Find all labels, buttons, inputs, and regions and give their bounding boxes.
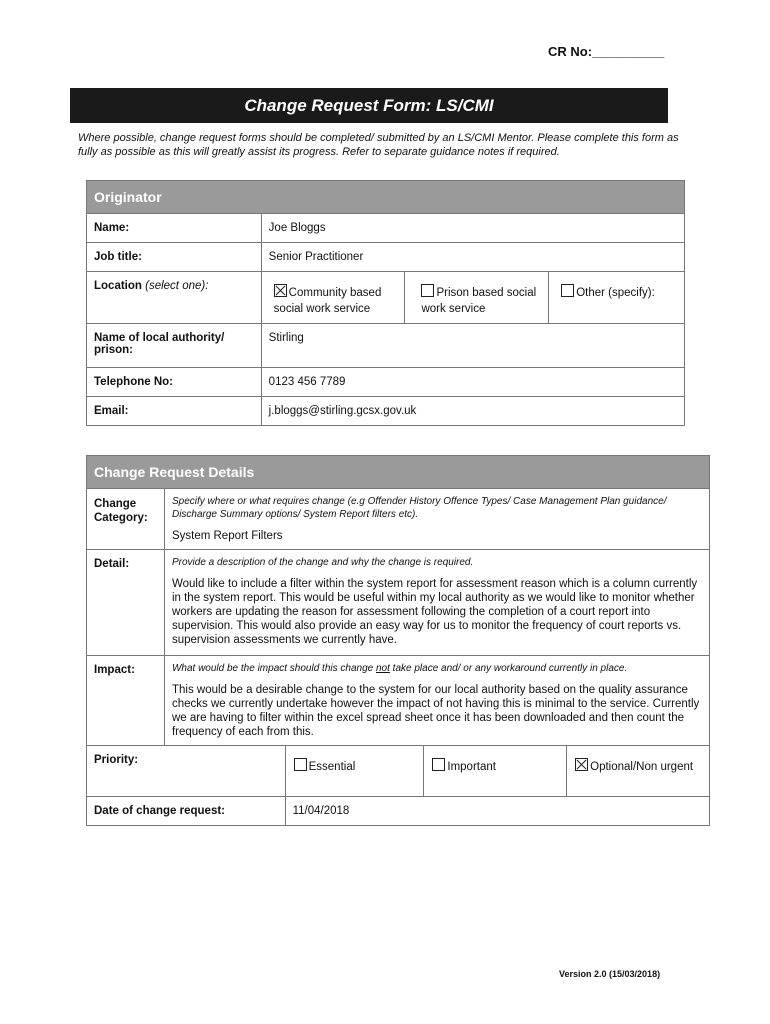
location-label-cell — [87, 272, 262, 324]
location-hint: (select one): — [145, 280, 209, 292]
location-option-prison[interactable] — [405, 272, 549, 324]
details-header: Change Request Details — [87, 456, 710, 489]
location-option-community[interactable] — [261, 272, 405, 324]
priority-label: Priority: — [87, 746, 286, 797]
name-field[interactable]: Joe Bloggs — [261, 214, 684, 243]
telephone-label: Telephone No: — [87, 368, 262, 397]
name-label: Name: — [87, 214, 262, 243]
cr-number: CR No:__________ — [548, 44, 665, 59]
intro-text: Where possible, change request forms should be completed/ submitted by an LS/CMI Mentor. Please complete this form as fully as possible as this will greatly assist its progress. Refer to separate guidance notes if required. — [78, 132, 679, 158]
location-option-label: Community based social work service — [273, 287, 382, 315]
version-footer: Version 2.0 (15/03/2018) — [559, 969, 661, 979]
checkbox-icon[interactable] — [421, 284, 434, 297]
originator-header: Originator — [87, 181, 685, 214]
category-hint: Specify where or what requires change (e.g Offender History Offence Types/ Case Management Plan guidance/ Discharge Summary options/ System Report filters etc). — [171, 496, 667, 520]
priority-option-optional[interactable] — [567, 746, 710, 797]
checkbox-checked-icon[interactable] — [575, 758, 588, 771]
location-option-label: Prison based social work service — [421, 287, 537, 315]
originator-table — [86, 180, 685, 426]
date-label: Date of change request: — [87, 797, 286, 826]
priority-option-label: Important — [447, 761, 496, 773]
details-table — [86, 455, 710, 826]
location-label: Location — [94, 280, 142, 292]
telephone-field[interactable]: 0123 456 7789 — [261, 368, 684, 397]
location-option-other[interactable] — [549, 272, 685, 324]
date-field[interactable]: 11/04/2018 — [285, 797, 709, 826]
impact-cell — [164, 656, 709, 746]
detail-field[interactable]: Would like to include a filter within the system report for assessment reason which is a column currently in the system report. This would be useful within my local authority as we would like to monitor whether workers are updating the reason for assessment following the completion of a court report into supervision. This would also provide an easy way for us to monitor the frequency of court reports vs. supervision assessments we currently have. — [171, 578, 698, 646]
checkbox-icon[interactable] — [294, 758, 307, 771]
priority-option-important[interactable] — [424, 746, 567, 797]
job-title-label: Job title: — [87, 243, 262, 272]
authority-label: Name of local authority/ prison: — [87, 324, 262, 368]
priority-option-label: Optional/Non urgent — [590, 761, 694, 773]
checkbox-icon[interactable] — [561, 284, 574, 297]
detail-hint: Provide a description of the change and why the change is required. — [171, 557, 474, 568]
location-option-label: Other (specify): — [576, 287, 655, 299]
job-title-field[interactable]: Senior Practitioner — [261, 243, 684, 272]
email-label: Email: — [87, 397, 262, 426]
category-label: Change Category: — [87, 489, 165, 550]
priority-option-label: Essential — [308, 761, 356, 773]
impact-label: Impact: — [87, 656, 165, 746]
detail-cell — [164, 550, 709, 656]
form-title: Change Request Form: LS/CMI — [70, 88, 668, 123]
checkbox-checked-icon[interactable] — [274, 284, 287, 297]
category-field[interactable]: System Report Filters — [171, 530, 283, 542]
authority-field[interactable]: Stirling — [261, 324, 684, 368]
impact-hint: What would be the impact should this change not take place and/ or any workaround currently in place. — [171, 663, 628, 674]
category-cell — [164, 489, 709, 550]
detail-label: Detail: — [87, 550, 165, 656]
email-field[interactable]: j.bloggs@stirling.gcsx.gov.uk — [261, 397, 684, 426]
impact-field[interactable]: This would be a desirable change to the system for our local authority based on the quality assurance checks we currently undertake however the impact of not having this is minimal to the service. Currently we are having to filter within the excel spread sheet once it has been downloaded and then count the frequency of each from this. — [171, 684, 700, 738]
checkbox-icon[interactable] — [432, 758, 445, 771]
priority-option-essential[interactable] — [285, 746, 424, 797]
